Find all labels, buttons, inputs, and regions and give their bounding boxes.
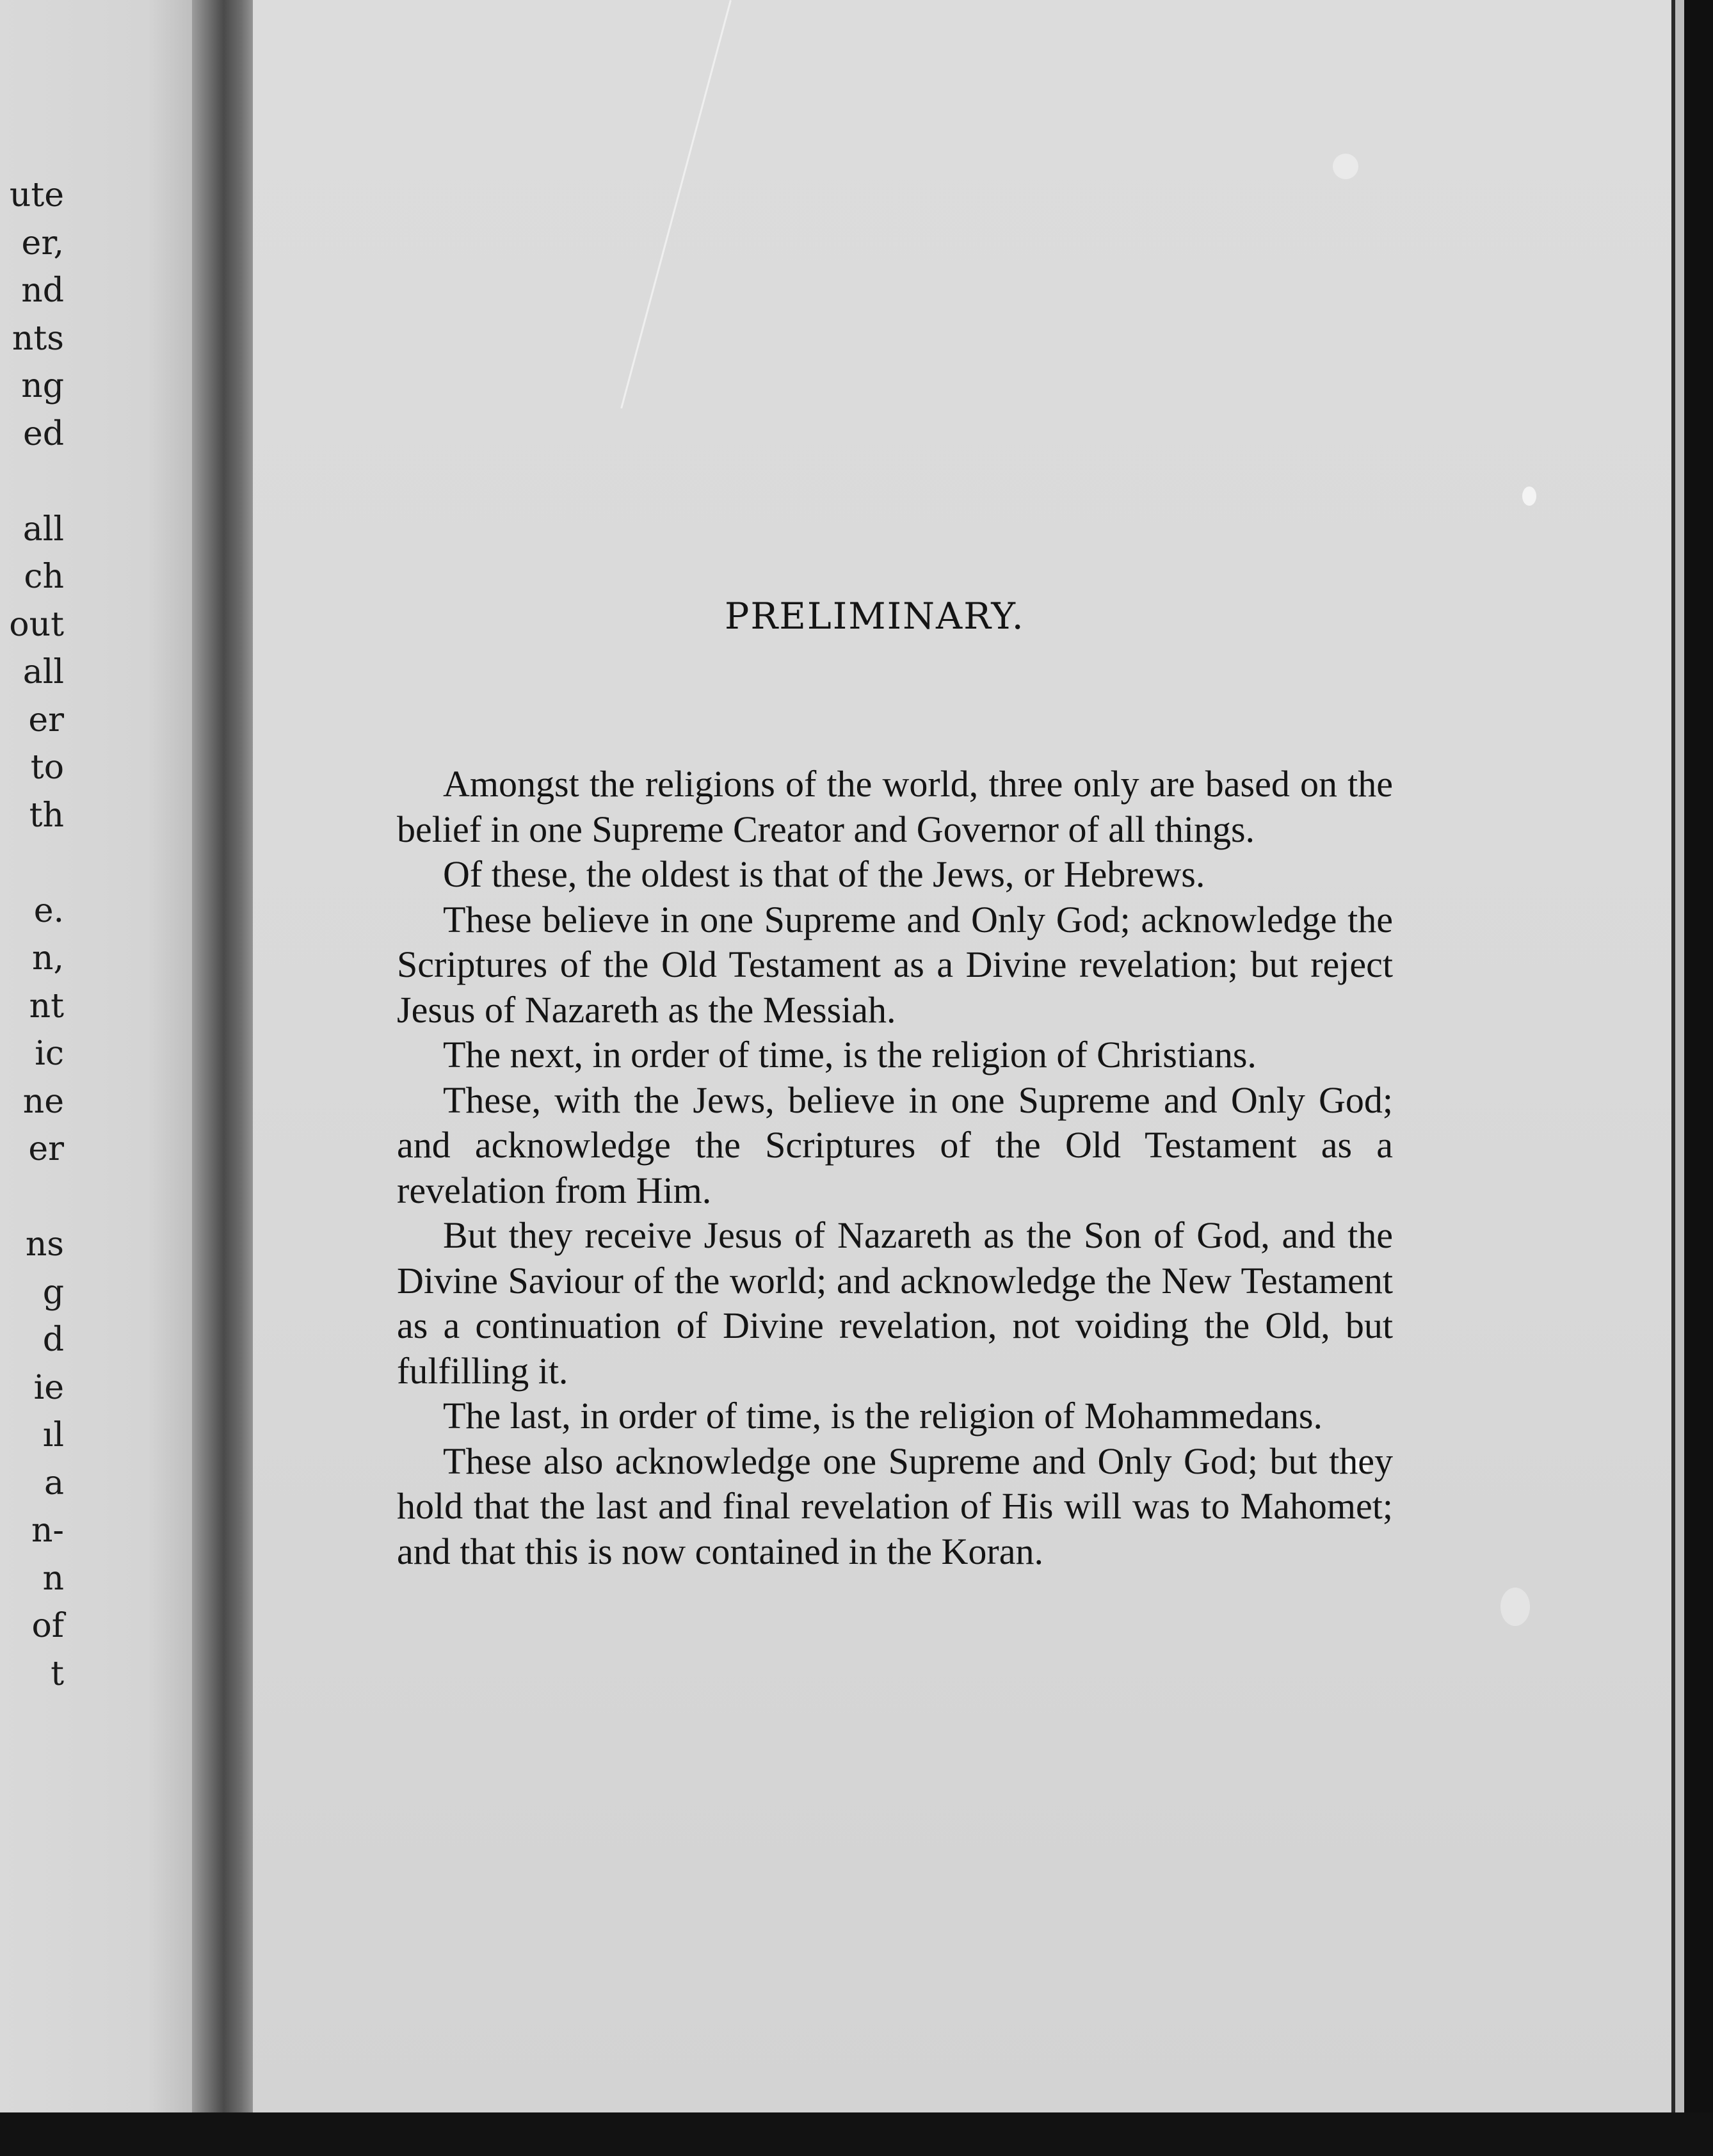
paragraph: These believe in one Supreme and Only God; acknowledge the Scriptures of the Old Testament as a Divine revelation; but reject Jesus of Nazareth as the Messiah. xyxy=(397,898,1393,1031)
left-line-fragment xyxy=(0,839,64,887)
left-line-fragment: ns xyxy=(25,1225,64,1264)
left-line-fragment: ie xyxy=(33,1368,64,1407)
left-line-fragment: nt xyxy=(29,986,64,1026)
left-line-fragment: t xyxy=(51,1654,64,1693)
left-line-fragment: ic xyxy=(35,1034,64,1073)
left-line-fragment: nd xyxy=(21,271,64,310)
body-text xyxy=(397,762,1393,1574)
left-line-fragment: all xyxy=(22,510,64,549)
left-line-fragment: th xyxy=(29,796,64,835)
book-gutter xyxy=(192,0,262,2156)
page-title: PRELIMINARY. xyxy=(725,595,1025,638)
left-line-fragment: er xyxy=(28,1130,64,1168)
left-line-fragment: of xyxy=(31,1607,64,1645)
paragraph: The last, in order of time, is the religion of Mohammedans. xyxy=(443,1395,1323,1436)
left-line-fragment: all xyxy=(22,653,64,691)
left-line-fragment: g xyxy=(42,1273,64,1312)
left-page-text-fragments xyxy=(0,172,64,1698)
left-line-fragment: out xyxy=(9,605,64,644)
paragraph: Amongst the religions of the world, three only are based on the belief in one Supreme Creator and Governor of all things. xyxy=(397,763,1393,850)
left-line-fragment: ute xyxy=(9,176,64,214)
left-line-fragment: er xyxy=(28,700,64,739)
paragraph: But they receive Jesus of Nazareth as the Son of God, and the Divine Saviour of the world; and acknowledge the New Testament as a continuation of Divine revelation, not voiding the Old, but fulfilling it. xyxy=(397,1214,1393,1392)
paragraph: These also acknowledge one Supreme and Only God; but they hold that the last and final revelation of His will was to Mahomet; and that this is now contained in the Koran. xyxy=(397,1440,1393,1572)
left-line-fragment: ed xyxy=(22,414,64,453)
left-line-fragment: a xyxy=(44,1463,64,1502)
left-line-fragment: to xyxy=(30,748,64,787)
left-line-fragment: d xyxy=(42,1321,64,1359)
scan-bottom-border xyxy=(0,2112,1713,2156)
paragraph: Of these, the oldest is that of the Jews, or Hebrews. xyxy=(443,853,1205,895)
left-line-fragment: ng xyxy=(21,367,64,405)
left-line-fragment: er, xyxy=(21,223,64,262)
left-line-fragment xyxy=(0,458,64,506)
dust-speck xyxy=(1500,1588,1530,1626)
left-line-fragment: nts xyxy=(12,319,64,358)
left-line-fragment: ch xyxy=(24,558,64,596)
dust-speck xyxy=(1522,487,1536,506)
left-line-fragment: n- xyxy=(31,1511,64,1550)
left-line-fragment xyxy=(0,1173,64,1221)
paragraph: These, with the Jews, believe in one Supreme and Only God; and acknowledge the Scriptures of the Old Testament as a revelation from Him. xyxy=(397,1079,1393,1211)
left-line-fragment: n xyxy=(42,1559,64,1598)
left-line-fragment: n, xyxy=(31,939,64,977)
paragraph: The next, in order of time, is the religion of Christians. xyxy=(443,1034,1257,1075)
left-line-fragment: e. xyxy=(33,891,64,930)
dust-speck xyxy=(1333,154,1358,179)
left-line-fragment: ıl xyxy=(42,1416,64,1454)
left-page xyxy=(0,0,211,2132)
left-line-fragment: ne xyxy=(22,1082,64,1121)
